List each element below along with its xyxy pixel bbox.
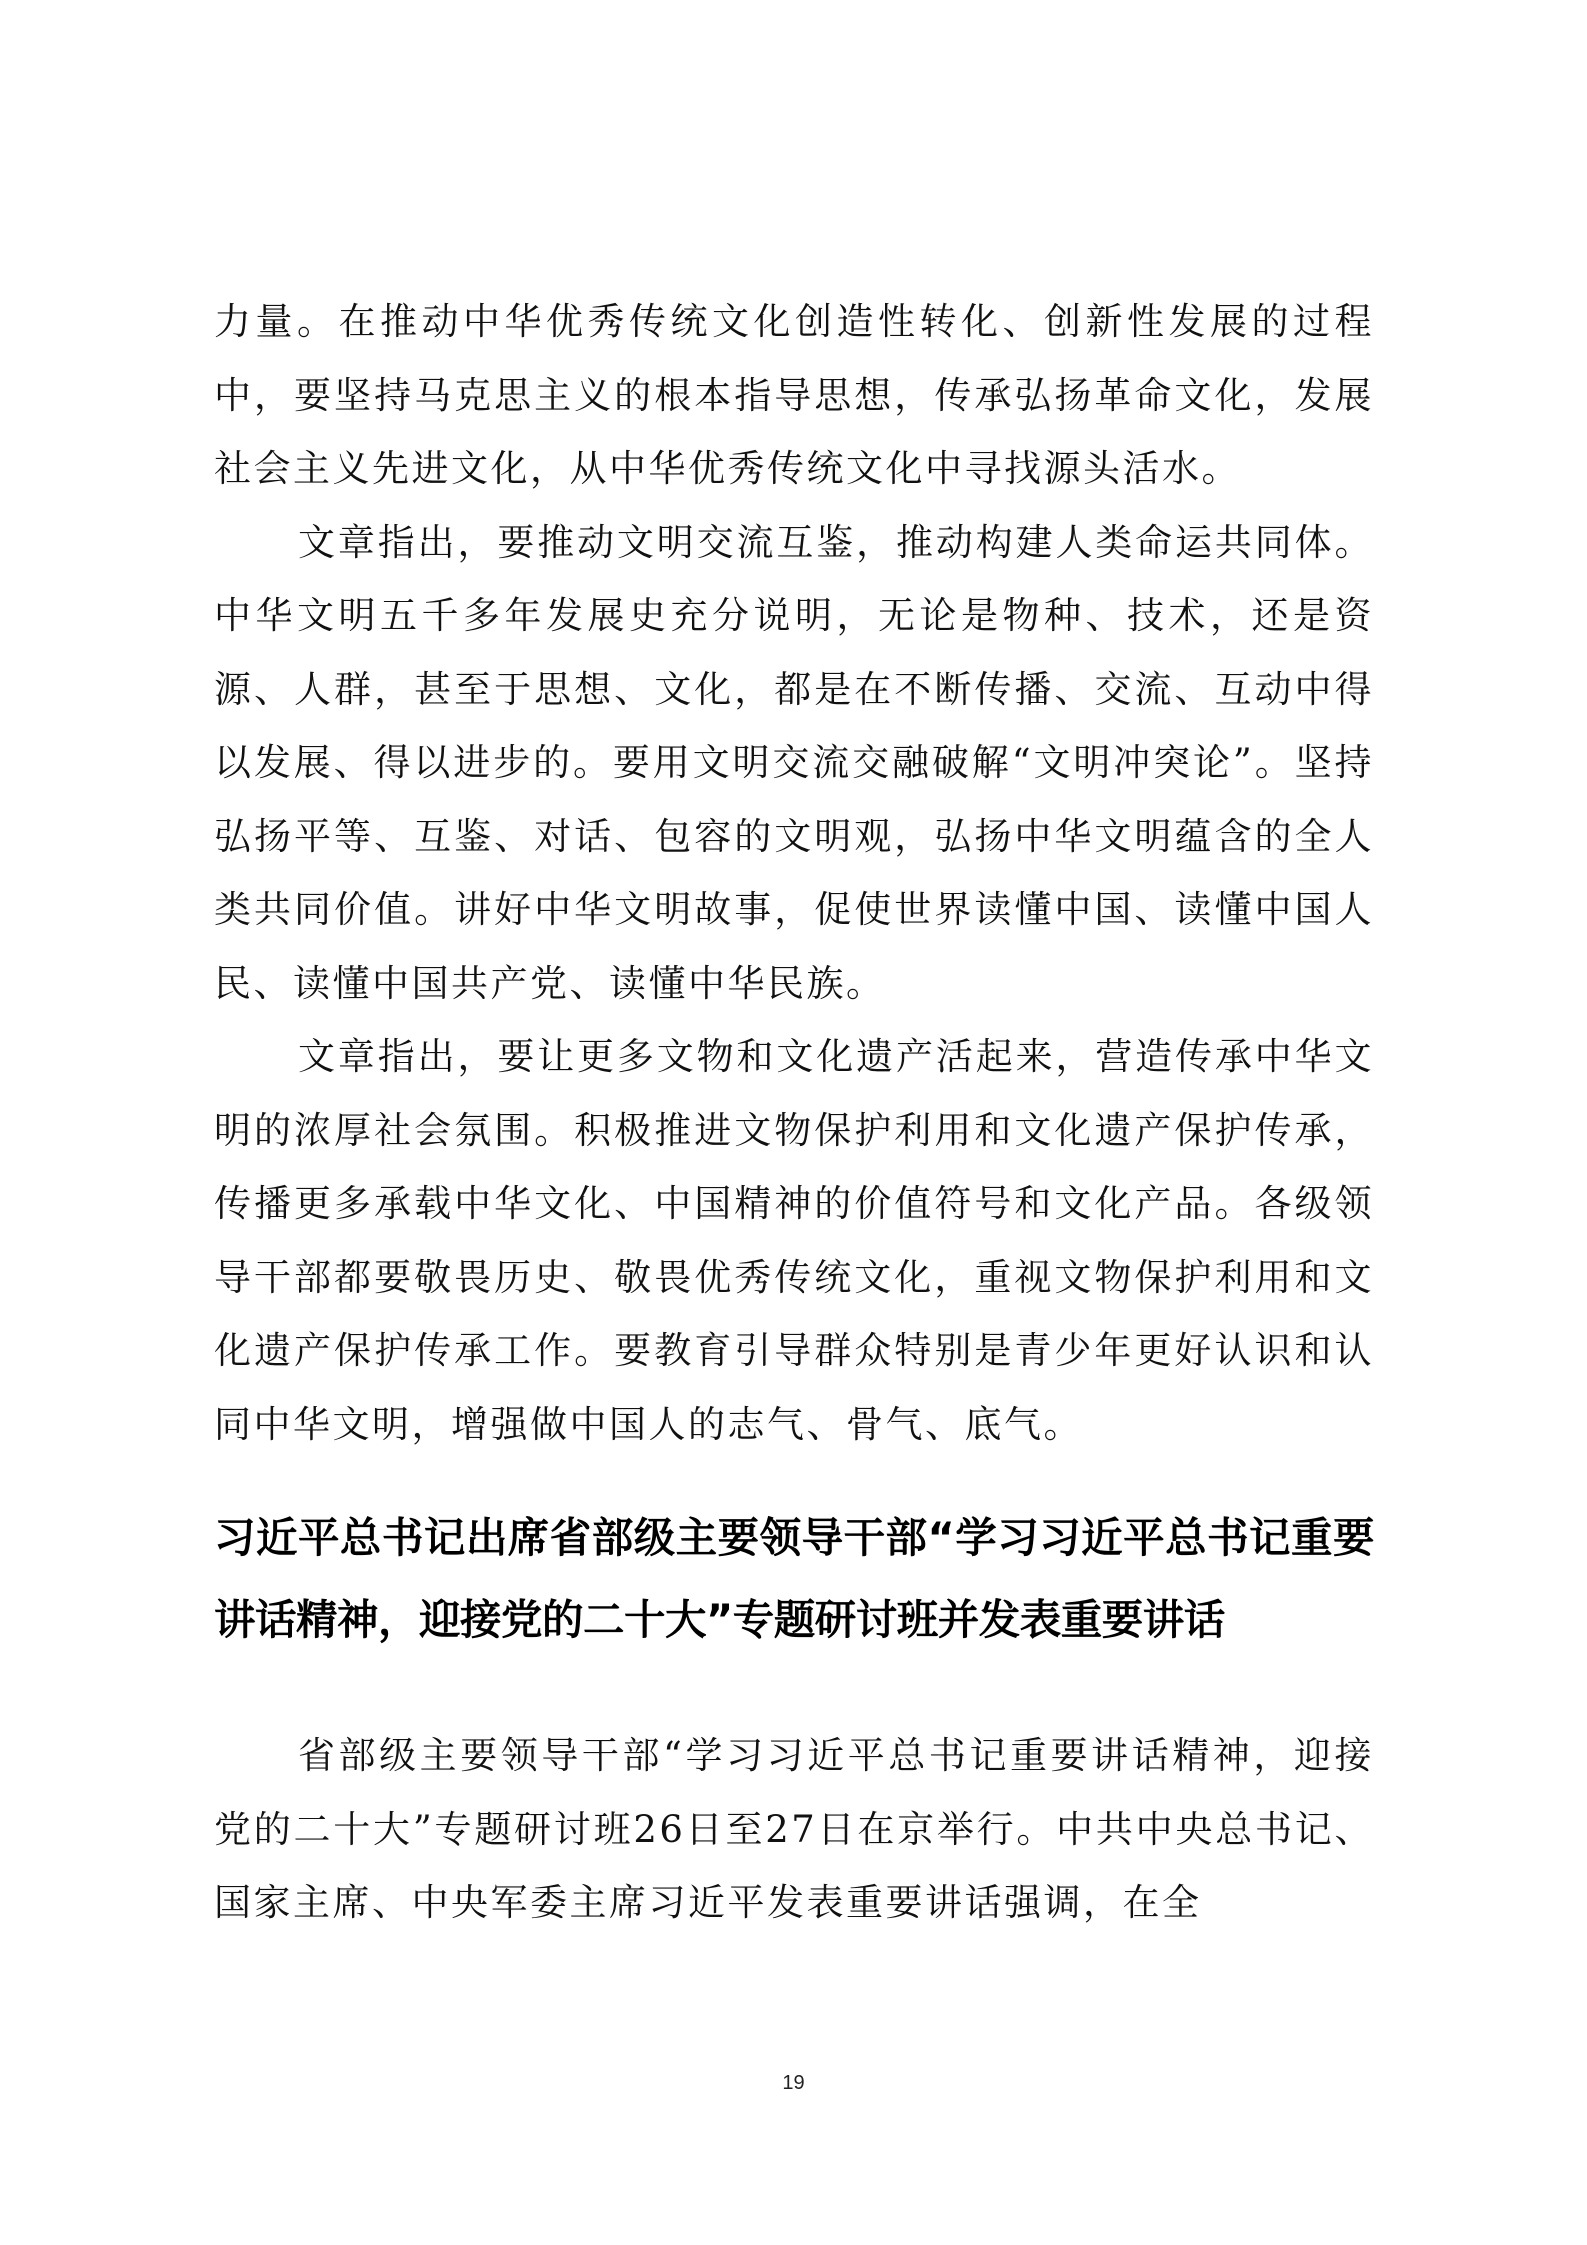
section-heading: 习近平总书记出席省部级主要领导干部“学习习近平总书记重要讲话精神，迎接党的二十大”专题研讨班并发表重要讲话	[214, 1513, 1374, 1644]
paragraph-civilization-exchange: 文章指出，要推动文明交流互鉴，推动构建人类命运共同体。中华文明五千多年发展史充分说明，无论是物种、技术，还是资源、人群，甚至于思想、文化，都是在不断传播、交流、互动中得以发展、得以进步的。要用文明交流交融破解“文明冲突论”。坚持弘扬平等、互鉴、对话、包容的文明观，弘扬中华文明蕴含的全人类共同价值。讲好中华文明故事，促使世界读懂中国、读懂中国人民、读懂中国共产党、读懂中华民族。	[214, 520, 1374, 1005]
section-first-paragraph: 省部级主要领导干部“学习习近平总书记重要讲话精神，迎接党的二十大”专题研讨班26日至27日在京举行。中共中央总书记、国家主席、中央军委主席习近平发表重要讲话强调，在全	[214, 1734, 1374, 1924]
continued-paragraph: 力量。在推动中华优秀传统文化创造性转化、创新性发展的过程中，要坚持马克思主义的根本指导思想，传承弘扬革命文化，发展社会主义先进文化，从中华优秀传统文化中寻找源头活水。	[214, 300, 1374, 490]
text-column	[214, 285, 1374, 1940]
page-number: 19	[782, 2072, 805, 2094]
paragraph-cultural-heritage: 文章指出，要让更多文物和文化遗产活起来，营造传承中华文明的浓厚社会氛围。积极推进文物保护利用和文化遗产保护传承，传播更多承载中华文化、中国精神的价值符号和文化产品。各级领导干部都要敬畏历史、敬畏优秀传统文化，重视文物保护利用和文化遗产保护传承工作。要教育引导群众特别是青少年更好认识和认同中华文明，增强做中国人的志气、骨气、底气。	[214, 1035, 1374, 1446]
